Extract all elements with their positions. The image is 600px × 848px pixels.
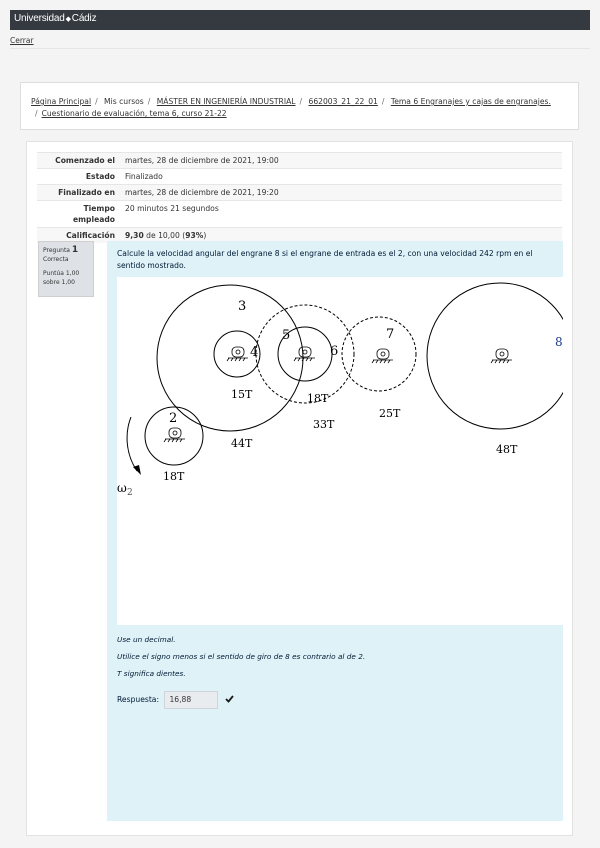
question-points: Puntúa 1,00 (43, 270, 80, 277)
teeth-48: 48T (496, 443, 518, 456)
gear-7-circle (342, 317, 416, 391)
top-navbar (10, 10, 590, 30)
breadcrumb-my-courses: Mis cursos (104, 97, 144, 106)
teeth-44: 44T (231, 437, 253, 450)
label-gear-3: 3 (238, 299, 247, 314)
divider (10, 48, 590, 49)
teeth-25: 25T (379, 407, 401, 420)
label-gear-8: 8 (555, 335, 563, 349)
state-label: Estado (37, 169, 120, 185)
started-value: martes, 28 de diciembre de 2021, 19:00 (120, 153, 562, 169)
breadcrumb-home[interactable]: Página Principal (31, 97, 92, 106)
question-content (107, 241, 563, 821)
label-gear-6: 6 (330, 344, 339, 359)
question-hints (117, 631, 365, 682)
label-gear-4: 4 (250, 345, 259, 360)
bearing-supports (164, 347, 512, 442)
answer-label: Respuesta: (117, 695, 160, 704)
time-taken-value: 20 minutos 21 segundos (120, 201, 562, 228)
check-icon (225, 695, 234, 705)
gear-8-circle (427, 283, 563, 429)
started-label: Comenzado el (37, 153, 120, 169)
hint-teeth: T significa dientes. (117, 669, 186, 678)
breadcrumb-quiz[interactable]: Cuestionario de evaluación, tema 6, curso 21-22 (41, 109, 227, 118)
attempt-summary-table (37, 152, 562, 243)
omega-symbol: ω (117, 481, 127, 495)
close-link[interactable]: Cerrar (10, 36, 34, 45)
grade-label: Calificación (37, 228, 120, 244)
gear-train-figure (117, 277, 563, 625)
label-gear-7: 7 (386, 327, 395, 342)
university-logo[interactable]: Universidad◆Cádiz (14, 13, 97, 24)
grade-value: 9,30 de 10,00 (93%) (120, 228, 562, 244)
teeth-18b: 18T (163, 470, 185, 483)
label-gear-5: 5 (282, 328, 291, 343)
omega-subscript: 2 (127, 488, 133, 498)
breadcrumb-course-code[interactable]: 662003_21_22_01 (308, 97, 378, 106)
teeth-33: 33T (313, 418, 335, 431)
answer-input[interactable]: 16,88 (164, 691, 218, 709)
gear-diagram (117, 277, 563, 625)
state-value: Finalizado (120, 169, 562, 185)
finished-value: martes, 28 de diciembre de 2021, 19:20 (120, 185, 562, 201)
question-number: 1 (71, 245, 79, 255)
rotation-arrow (127, 417, 137, 471)
breadcrumb-topic[interactable]: Tema 6 Engranajes y cajas de engranajes. (390, 97, 551, 106)
hint-sign: Utilice el signo menos si el sentido de giro de 8 es contrario al de 2. (117, 652, 366, 661)
finished-label: Finalizado en (37, 185, 120, 201)
hint-decimal: Use un decimal. (117, 635, 176, 644)
label-gear-2: 2 (169, 411, 178, 426)
question-text: Calcule la velocidad angular del engrane 8 si el engrane de entrada es el 2, con una velocidad 242 rpm en el sentido mostrado. (117, 249, 533, 270)
quiz-review-region (26, 141, 573, 836)
breadcrumb-master[interactable]: MÁSTER EN INGENIERÍA INDUSTRIAL (156, 97, 296, 106)
question-status: Correcta (43, 256, 69, 263)
answer-row (117, 691, 234, 709)
breadcrumb: Página Principal / Mis cursos / MÁSTER EN INGENIERÍA INDUSTRIAL / 662003_21_22_01 / Tema 6 Engranajes y cajas de engranajes. / Cuestionario de evaluación, tema 6, curso 21-22 (20, 82, 579, 130)
time-taken-label: Tiempo empleado (37, 201, 120, 228)
question-info-box: Pregunta 1 Correcta Puntúa 1,00 sobre 1,00 (38, 241, 94, 297)
teeth-18a: 18T (307, 392, 329, 405)
teeth-15: 15T (231, 388, 253, 401)
